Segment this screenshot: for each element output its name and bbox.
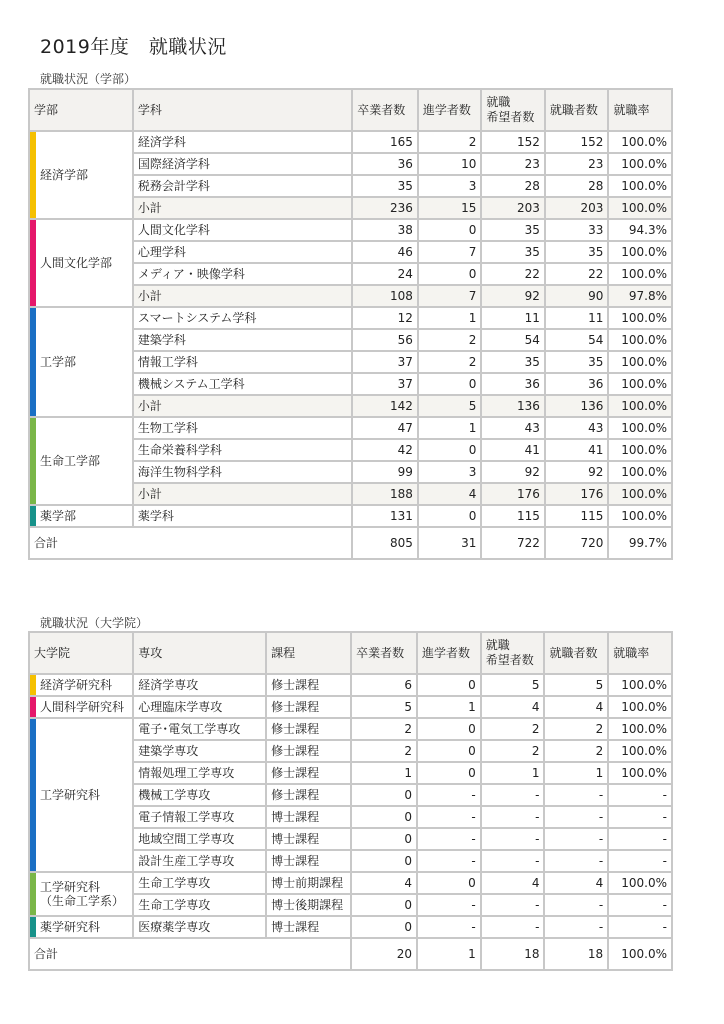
advanced-cell: 0 xyxy=(419,506,481,526)
graduates-cell: 24 xyxy=(353,264,417,284)
advanced-cell: 7 xyxy=(419,286,481,306)
department-cell: メディア・映像学科 xyxy=(134,264,351,284)
job-seekers-cell: 11 xyxy=(482,308,544,328)
job-seekers-cell: 54 xyxy=(482,330,544,350)
department-cell: 薬学科 xyxy=(134,506,351,526)
major-cell: 医療薬学専攻 xyxy=(134,917,265,937)
employed-cell: - xyxy=(545,829,607,849)
group-name: 薬学部 xyxy=(40,509,77,523)
major-cell: 経済学専攻 xyxy=(134,675,265,695)
advanced-cell: 4 xyxy=(419,484,481,504)
group-color-bar xyxy=(30,675,36,695)
advanced-cell: 5 xyxy=(419,396,481,416)
employed-cell: 4 xyxy=(545,873,607,893)
job-seekers-cell: - xyxy=(482,895,544,915)
employed-cell: 35 xyxy=(546,352,608,372)
department-cell: 生命栄養科学科 xyxy=(134,440,351,460)
employed-cell: - xyxy=(545,807,607,827)
course-cell: 修士課程 xyxy=(267,785,350,805)
total-row xyxy=(30,528,671,558)
course-cell: 修士課程 xyxy=(267,719,350,739)
course-cell: 博士課程 xyxy=(267,917,350,937)
major-cell: 設計生産工学専攻 xyxy=(134,851,265,871)
header-employed: 就職者数 xyxy=(545,633,607,673)
major-cell: 機械工学専攻 xyxy=(134,785,265,805)
job-seekers-cell: 2 xyxy=(482,741,544,761)
graduates-cell: 36 xyxy=(353,154,417,174)
employed-cell: 115 xyxy=(546,506,608,526)
header-major: 専攻 xyxy=(134,633,265,673)
graduates-cell: 38 xyxy=(353,220,417,240)
group-name: 薬学研究科 xyxy=(40,920,101,934)
advanced-cell: 0 xyxy=(419,264,481,284)
job-seekers-cell: 92 xyxy=(482,286,544,306)
graduates-cell: 805 xyxy=(353,528,417,558)
job-seekers-cell: 28 xyxy=(482,176,544,196)
group-color-bar xyxy=(30,418,36,504)
rate-cell: 100.0% xyxy=(609,330,671,350)
advanced-cell: - xyxy=(418,785,480,805)
group-cell xyxy=(30,418,132,504)
table-row xyxy=(30,220,671,240)
rate-cell: 100.0% xyxy=(609,198,671,218)
group-color-bar xyxy=(30,719,36,871)
group-cell xyxy=(30,506,132,526)
job-seekers-cell: 18 xyxy=(482,939,544,969)
total-label: 合計 xyxy=(30,528,351,558)
group-name: 生命工学部 xyxy=(40,454,101,468)
employed-cell: 23 xyxy=(546,154,608,174)
employed-cell: 2 xyxy=(545,719,607,739)
advanced-cell: 10 xyxy=(419,154,481,174)
advanced-cell: - xyxy=(418,895,480,915)
grad-table xyxy=(28,631,673,971)
advanced-cell: 7 xyxy=(419,242,481,262)
rate-cell: 100.0% xyxy=(609,484,671,504)
advanced-cell: 0 xyxy=(419,220,481,240)
major-cell: 電子･電気工学専攻 xyxy=(134,719,265,739)
job-seekers-cell: 35 xyxy=(482,242,544,262)
rate-cell: 100.0% xyxy=(609,264,671,284)
advanced-cell: 0 xyxy=(418,873,480,893)
graduates-cell: 142 xyxy=(353,396,417,416)
department-cell: 国際経済学科 xyxy=(134,154,351,174)
job-seekers-cell: 4 xyxy=(482,697,544,717)
header-graduates: 卒業者数 xyxy=(352,633,416,673)
grad-header-row xyxy=(30,633,671,673)
rate-cell: 99.7% xyxy=(609,528,671,558)
course-cell: 博士前期課程 xyxy=(267,873,350,893)
advanced-cell: 1 xyxy=(419,308,481,328)
graduates-cell: 0 xyxy=(352,851,416,871)
department-cell: 心理学科 xyxy=(134,242,351,262)
advanced-cell: 3 xyxy=(419,176,481,196)
employed-cell: - xyxy=(545,785,607,805)
department-cell: 小計 xyxy=(134,198,351,218)
group-name: 工学研究科 xyxy=(40,788,101,802)
employed-cell: 5 xyxy=(545,675,607,695)
course-cell: 博士課程 xyxy=(267,851,350,871)
rate-cell: 100.0% xyxy=(609,697,671,717)
group-cell xyxy=(30,675,132,695)
graduates-cell: 0 xyxy=(352,785,416,805)
department-cell: 機械システム工学科 xyxy=(134,374,351,394)
header-graduate-school: 大学院 xyxy=(30,633,132,673)
department-cell: 建築学科 xyxy=(134,330,351,350)
advanced-cell: 0 xyxy=(419,374,481,394)
employed-cell: 4 xyxy=(545,697,607,717)
rate-cell: 100.0% xyxy=(609,763,671,783)
job-seekers-cell: - xyxy=(482,851,544,871)
rate-cell: 100.0% xyxy=(609,440,671,460)
advanced-cell: 0 xyxy=(418,675,480,695)
department-cell: 小計 xyxy=(134,484,351,504)
job-seekers-cell: 41 xyxy=(482,440,544,460)
graduates-cell: 165 xyxy=(353,132,417,152)
table-row xyxy=(30,132,671,152)
advanced-cell: 3 xyxy=(419,462,481,482)
department-cell: 情報工学科 xyxy=(134,352,351,372)
employed-cell: 1 xyxy=(545,763,607,783)
advanced-cell: 31 xyxy=(419,528,481,558)
rate-cell: 100.0% xyxy=(609,176,671,196)
job-seekers-cell: 136 xyxy=(482,396,544,416)
graduates-cell: 35 xyxy=(353,176,417,196)
header-employed: 就職者数 xyxy=(546,90,608,130)
header-advanced: 進学者数 xyxy=(419,90,481,130)
header-faculty: 学部 xyxy=(30,90,132,130)
job-seekers-cell: 2 xyxy=(482,719,544,739)
job-seekers-cell: 23 xyxy=(482,154,544,174)
employed-cell: 41 xyxy=(546,440,608,460)
job-seekers-cell: 722 xyxy=(482,528,544,558)
group-cell xyxy=(30,220,132,306)
employed-cell: 54 xyxy=(546,330,608,350)
department-cell: 生物工学科 xyxy=(134,418,351,438)
table-row xyxy=(30,675,671,695)
rate-cell: 100.0% xyxy=(609,675,671,695)
advanced-cell: 0 xyxy=(418,719,480,739)
advanced-cell: 1 xyxy=(418,697,480,717)
group-color-bar xyxy=(30,917,36,937)
graduates-cell: 42 xyxy=(353,440,417,460)
table-row xyxy=(30,719,671,739)
header-job-seekers: 就職 希望者数 xyxy=(482,633,544,673)
group-cell xyxy=(30,697,132,717)
advanced-cell: 15 xyxy=(419,198,481,218)
table-row xyxy=(30,917,671,937)
job-seekers-cell: 5 xyxy=(482,675,544,695)
graduates-cell: 99 xyxy=(353,462,417,482)
employed-cell: 28 xyxy=(546,176,608,196)
major-cell: 生命工学専攻 xyxy=(134,873,265,893)
group-name: 経済学研究科 xyxy=(40,678,113,692)
graduates-cell: 1 xyxy=(352,763,416,783)
rate-cell: 100.0% xyxy=(609,719,671,739)
rate-cell: - xyxy=(609,895,671,915)
job-seekers-cell: 1 xyxy=(482,763,544,783)
group-cell xyxy=(30,132,132,218)
employed-cell: 136 xyxy=(546,396,608,416)
group-name: 人間科学研究科 xyxy=(40,700,125,714)
job-seekers-cell: 203 xyxy=(482,198,544,218)
employed-cell: 90 xyxy=(546,286,608,306)
major-cell: 地域空間工学専攻 xyxy=(134,829,265,849)
rate-cell: 100.0% xyxy=(609,939,671,969)
group-cell xyxy=(30,308,132,416)
header-course: 課程 xyxy=(267,633,350,673)
group-name-sub: （生命工学系） xyxy=(40,894,125,908)
table-row xyxy=(30,697,671,717)
advanced-cell: - xyxy=(418,807,480,827)
course-cell: 修士課程 xyxy=(267,741,350,761)
job-seekers-cell: - xyxy=(482,917,544,937)
rate-cell: 100.0% xyxy=(609,462,671,482)
group-name: 人間文化学部 xyxy=(40,256,113,270)
employed-cell: 11 xyxy=(546,308,608,328)
rate-cell: - xyxy=(609,917,671,937)
rate-cell: 100.0% xyxy=(609,418,671,438)
header-employment-rate: 就職率 xyxy=(609,633,671,673)
rate-cell: - xyxy=(609,785,671,805)
employed-cell: 35 xyxy=(546,242,608,262)
rate-cell: 100.0% xyxy=(609,873,671,893)
department-cell: 小計 xyxy=(134,396,351,416)
department-cell: 海洋生物科学科 xyxy=(134,462,351,482)
header-advanced: 進学者数 xyxy=(418,633,480,673)
group-cell xyxy=(30,719,132,871)
job-seekers-cell: 22 xyxy=(482,264,544,284)
employed-cell: 152 xyxy=(546,132,608,152)
graduates-cell: 0 xyxy=(352,917,416,937)
graduates-cell: 2 xyxy=(352,741,416,761)
graduates-cell: 37 xyxy=(353,374,417,394)
employed-cell: - xyxy=(545,895,607,915)
employed-cell: 176 xyxy=(546,484,608,504)
rate-cell: 97.8% xyxy=(609,286,671,306)
rate-cell: 94.3% xyxy=(609,220,671,240)
page-title: 2019年度 就職状況 xyxy=(40,36,227,58)
header-graduates: 卒業者数 xyxy=(353,90,417,130)
course-cell: 博士後期課程 xyxy=(267,895,350,915)
table-row xyxy=(30,418,671,438)
rate-cell: - xyxy=(609,807,671,827)
group-name: 経済学部 xyxy=(40,168,89,182)
table-row xyxy=(30,308,671,328)
rate-cell: - xyxy=(609,829,671,849)
table-row xyxy=(30,873,671,893)
job-seekers-cell: 176 xyxy=(482,484,544,504)
undergrad-caption: 就職状況（学部） xyxy=(40,72,137,86)
advanced-cell: 1 xyxy=(419,418,481,438)
rate-cell: 100.0% xyxy=(609,506,671,526)
group-name: 工学研究科 xyxy=(40,880,101,894)
employed-cell: 720 xyxy=(546,528,608,558)
job-seekers-cell: - xyxy=(482,785,544,805)
graduates-cell: 4 xyxy=(352,873,416,893)
employed-cell: 18 xyxy=(545,939,607,969)
advanced-cell: 0 xyxy=(418,741,480,761)
employed-cell: 92 xyxy=(546,462,608,482)
header-employment-rate: 就職率 xyxy=(609,90,671,130)
graduates-cell: 188 xyxy=(353,484,417,504)
graduates-cell: 0 xyxy=(352,895,416,915)
rate-cell: 100.0% xyxy=(609,308,671,328)
job-seekers-cell: 4 xyxy=(482,873,544,893)
employed-cell: 203 xyxy=(546,198,608,218)
graduates-cell: 2 xyxy=(352,719,416,739)
job-seekers-cell: 35 xyxy=(482,220,544,240)
graduates-cell: 108 xyxy=(353,286,417,306)
advanced-cell: - xyxy=(418,917,480,937)
rate-cell: 100.0% xyxy=(609,352,671,372)
department-cell: 税務会計学科 xyxy=(134,176,351,196)
department-cell: スマートシステム学科 xyxy=(134,308,351,328)
rate-cell: 100.0% xyxy=(609,741,671,761)
employed-cell: - xyxy=(545,851,607,871)
employed-cell: 22 xyxy=(546,264,608,284)
graduates-cell: 6 xyxy=(352,675,416,695)
course-cell: 博士課程 xyxy=(267,807,350,827)
advanced-cell: 0 xyxy=(418,763,480,783)
group-color-bar xyxy=(30,132,36,218)
job-seekers-cell: 152 xyxy=(482,132,544,152)
course-cell: 修士課程 xyxy=(267,675,350,695)
group-cell xyxy=(30,917,132,937)
advanced-cell: 0 xyxy=(419,440,481,460)
advanced-cell: 2 xyxy=(419,132,481,152)
employed-cell: 43 xyxy=(546,418,608,438)
advanced-cell: 2 xyxy=(419,352,481,372)
job-seekers-cell: 43 xyxy=(482,418,544,438)
rate-cell: - xyxy=(609,851,671,871)
major-cell: 電子情報工学専攻 xyxy=(134,807,265,827)
graduates-cell: 47 xyxy=(353,418,417,438)
group-name: 工学部 xyxy=(40,355,77,369)
department-cell: 経済学科 xyxy=(134,132,351,152)
group-color-bar xyxy=(30,308,36,416)
undergrad-header-row xyxy=(30,90,671,130)
department-cell: 小計 xyxy=(134,286,351,306)
job-seekers-cell: - xyxy=(482,807,544,827)
header-department: 学科 xyxy=(134,90,351,130)
group-cell xyxy=(30,873,132,915)
job-seekers-cell: 92 xyxy=(482,462,544,482)
employed-cell: - xyxy=(545,917,607,937)
course-cell: 修士課程 xyxy=(267,763,350,783)
grad-caption: 就職状況（大学院） xyxy=(40,616,149,630)
employed-cell: 33 xyxy=(546,220,608,240)
graduates-cell: 20 xyxy=(352,939,416,969)
major-cell: 情報処理工学専攻 xyxy=(134,763,265,783)
rate-cell: 100.0% xyxy=(609,396,671,416)
job-seekers-cell: 36 xyxy=(482,374,544,394)
graduates-cell: 236 xyxy=(353,198,417,218)
major-cell: 建築学専攻 xyxy=(134,741,265,761)
graduates-cell: 46 xyxy=(353,242,417,262)
advanced-cell: - xyxy=(418,851,480,871)
employed-cell: 2 xyxy=(545,741,607,761)
graduates-cell: 56 xyxy=(353,330,417,350)
graduates-cell: 12 xyxy=(353,308,417,328)
table-row xyxy=(30,506,671,526)
course-cell: 修士課程 xyxy=(267,697,350,717)
major-cell: 生命工学専攻 xyxy=(134,895,265,915)
header-job-seekers: 就職 希望者数 xyxy=(482,90,544,130)
rate-cell: 100.0% xyxy=(609,154,671,174)
group-color-bar xyxy=(30,697,36,717)
group-color-bar xyxy=(30,873,36,915)
major-cell: 心理臨床学専攻 xyxy=(134,697,265,717)
rate-cell: 100.0% xyxy=(609,242,671,262)
total-label: 合計 xyxy=(30,939,350,969)
employed-cell: 36 xyxy=(546,374,608,394)
course-cell: 博士課程 xyxy=(267,829,350,849)
advanced-cell: 2 xyxy=(419,330,481,350)
advanced-cell: 1 xyxy=(418,939,480,969)
group-color-bar xyxy=(30,506,36,526)
undergrad-table xyxy=(28,88,673,560)
graduates-cell: 131 xyxy=(353,506,417,526)
graduates-cell: 5 xyxy=(352,697,416,717)
rate-cell: 100.0% xyxy=(609,132,671,152)
graduates-cell: 37 xyxy=(353,352,417,372)
graduates-cell: 0 xyxy=(352,807,416,827)
graduates-cell: 0 xyxy=(352,829,416,849)
total-row xyxy=(30,939,671,969)
rate-cell: 100.0% xyxy=(609,374,671,394)
advanced-cell: - xyxy=(418,829,480,849)
job-seekers-cell: - xyxy=(482,829,544,849)
job-seekers-cell: 115 xyxy=(482,506,544,526)
group-color-bar xyxy=(30,220,36,306)
job-seekers-cell: 35 xyxy=(482,352,544,372)
department-cell: 人間文化学科 xyxy=(134,220,351,240)
